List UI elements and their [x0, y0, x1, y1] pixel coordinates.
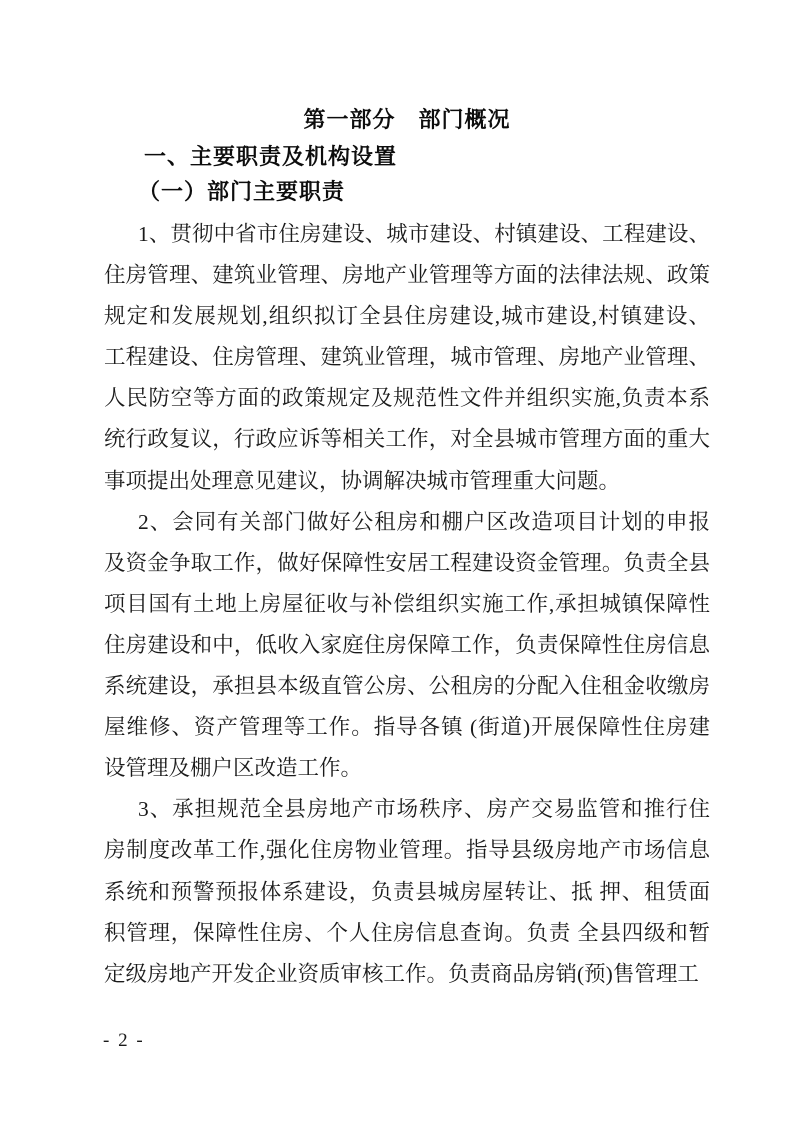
body-text-line: 人民防空等方面的政策规定及规范性文件并组织实施,负责本系	[104, 386, 710, 411]
subsection-heading: （一）部门主要职责	[138, 179, 346, 204]
body-text-line: 1、贯彻中省市住房建设、城市建设、村镇建设、工程建设、	[138, 222, 710, 246]
body-text-line: 房制度改革工作,强化住房物业管理。指导县级房地产市场信息	[104, 838, 710, 863]
body-text-line: 积管理，保障性住房、个人住房信息查询。负责 全县四级和暂	[104, 920, 710, 945]
document-body	[104, 214, 710, 995]
body-text-line: 事项提出处理意见建议，协调解决城市管理重大问题。	[104, 468, 621, 493]
body-text-line: 统行政复议，行政应诉等相关工作，对全县城市管理方面的重大	[104, 427, 710, 452]
body-text-line: 规定和发展规划,组织拟订全县住房建设,城市建设,村镇建设、	[104, 304, 710, 329]
page-number: - 2 -	[103, 1030, 145, 1051]
body-text-line: 工程建设、住房管理、建筑业管理，城市管理、房地产业管理、	[104, 345, 710, 370]
body-text-line: 设管理及棚户区改造工作。	[104, 756, 363, 781]
body-text-line: 项目国有土地上房屋征收与补偿组织实施工作,承担城镇保障性	[104, 591, 710, 616]
body-text-line: 系统和预警预报体系建设，负责县城房屋转让、抵 押、租赁面	[104, 879, 710, 904]
body-text-line: 屋维修、资产管理等工作。指导各镇 (街道)开展保障性住房建	[104, 715, 710, 740]
body-text-line: 3、承担规范全县房地产市场秩序、房产交易监管和推行住	[138, 797, 710, 822]
document-title: 第一部分 部门概况	[303, 107, 511, 132]
body-text-line: 及资金争取工作，做好保障性安居工程建设资金管理。负责全县	[104, 550, 710, 575]
body-text-line: 住房建设和中，低收入家庭住房保障工作，负责保障性住房信息	[104, 632, 710, 657]
section-heading: 一、主要职责及机构设置	[144, 144, 398, 169]
body-text-line: 2、会同有关部门做好公租房和棚户区改造项目计划的申报	[138, 509, 710, 534]
body-text-line: 定级房地产开发企业资质审核工作。负责商品房销(预)售管理工	[104, 961, 699, 986]
body-text-line: 系统建设，承担县本级直管公房、公租房的分配入住租金收缴房	[104, 674, 710, 699]
body-text-line: 住房管理、建筑业管理、房地产业管理等方面的法律法规、政策	[104, 263, 710, 288]
